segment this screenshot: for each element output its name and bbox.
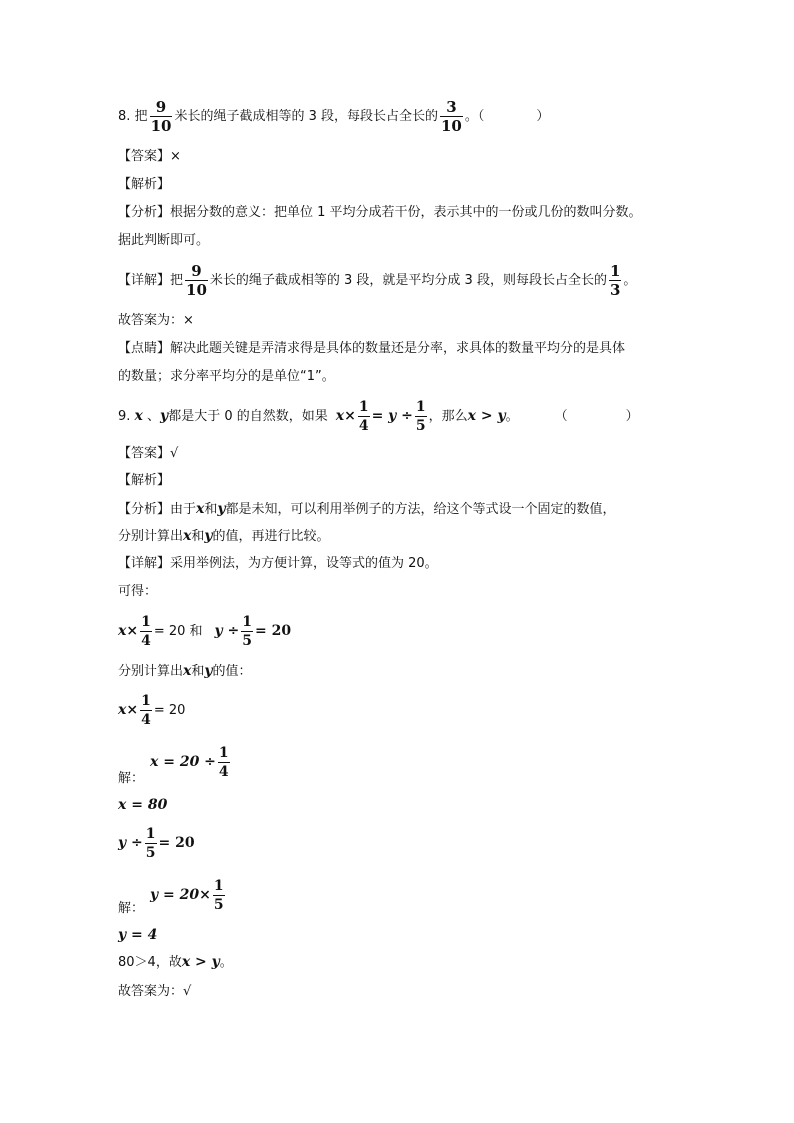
a9-equation-4: x = 80: [118, 797, 168, 813]
q9-cmp: x > y: [467, 408, 506, 424]
q9-fraction-1: [358, 398, 370, 435]
e1-fraction: [140, 613, 152, 650]
a9-equation-6: [150, 877, 227, 914]
a9-answer: 【答案】√: [118, 446, 179, 461]
e5-f-den: 5: [145, 845, 156, 861]
q9-text2: ，那么: [428, 409, 468, 424]
e6-f-num: 1: [213, 878, 224, 894]
e6-fraction: [213, 877, 225, 914]
question-8: [118, 98, 549, 135]
a9-xiangjie: 【详解】采用举例法，为方便计算，设等式的值为 20。: [118, 556, 438, 571]
q8-f2-num: 3: [446, 98, 457, 116]
e2-fraction: [140, 692, 152, 729]
a8-f2-den: 3: [609, 281, 621, 299]
fenbie-he: 和: [191, 664, 205, 679]
e5-y: y ÷: [118, 835, 143, 851]
a8-guda: 故答案为：×: [118, 313, 194, 328]
a9-equation-7: y = 4: [118, 927, 158, 943]
q9-f1-den: 4: [358, 418, 369, 434]
cmp-post: 。: [219, 955, 233, 970]
e2-f-den: 4: [141, 712, 151, 728]
q8-paren-close: ）: [536, 109, 550, 124]
cmp-pre: 80＞4，故: [118, 955, 182, 970]
a8-fraction-2: [609, 262, 621, 299]
q8-f1-den: 10: [150, 117, 172, 135]
e1-f2-den: 5: [242, 633, 253, 649]
e2-eq: = 20: [153, 703, 186, 718]
q9-y: y: [160, 408, 169, 424]
q9-paren: （: [554, 409, 568, 424]
a9-fenbie: [118, 662, 252, 681]
e6-f-den: 5: [213, 897, 224, 913]
e1-f-num: 1: [141, 614, 151, 630]
a9-compare: [118, 953, 233, 972]
a9-fenxi-2-post: 的值，再进行比较。: [212, 529, 330, 544]
a9-jie-1: 解：: [118, 771, 145, 786]
e5-fraction: [145, 825, 157, 862]
a9-fenxi-2: [118, 527, 330, 546]
a9-fenxi-2-y: y: [204, 528, 213, 544]
fenbie-x: x: [183, 663, 192, 679]
a8-dianjing-2: 的数量；求分率平均分的是单位“1”。: [118, 369, 335, 384]
a9-equation-2: [118, 692, 185, 729]
cmp-expr: x > y: [181, 954, 220, 970]
e1-y: y ÷: [214, 623, 240, 639]
a9-equation-3: [150, 744, 232, 781]
fenbie-post: 的值：: [212, 664, 252, 679]
question-9: [118, 398, 639, 435]
e2-f-num: 1: [141, 693, 151, 709]
e3-f-num: 1: [218, 745, 229, 761]
e3: x = 20 ÷: [150, 754, 216, 770]
a8-xiangjie-post: 。: [623, 273, 637, 288]
a8-fenxi-1: 【分析】根据分数的意义：把单位 1 平均分成若干份，表示其中的一份或几份的数叫分数。: [118, 205, 642, 220]
a8-xiangjie-pre: 【详解】把: [118, 273, 184, 288]
fenbie-pre: 分别计算出: [118, 664, 184, 679]
q9-f2-den: 5: [415, 418, 426, 434]
q9-sep: 、: [142, 409, 161, 424]
e5-eq: = 20: [158, 835, 195, 851]
a9-fenxi-1-pre: 【分析】由于: [118, 502, 197, 517]
a9-x: x: [196, 501, 205, 517]
q9-f1-num: 1: [358, 399, 369, 415]
a9-jiexi: 【解析】: [118, 473, 171, 488]
e1-x: x×: [118, 623, 139, 639]
e5-f-num: 1: [145, 826, 156, 842]
a9-fenxi-1-post: 都是未知，可以利用举例子的方法，给这个等式设一个固定的数值，: [225, 502, 616, 517]
q9-x: x: [134, 408, 143, 424]
e1-eq: = 20 和: [153, 624, 203, 639]
q9-number: 9.: [118, 409, 135, 424]
e2-x: x×: [118, 702, 139, 718]
q9-text1: 都是大于 0 的自然数，如果: [168, 409, 328, 424]
a8-dianjing-1: 【点睛】解决此题关键是弄清求得是具体的数量还是分率，求具体的数量平均分的是具体: [118, 341, 626, 356]
a9-he: 和: [204, 502, 218, 517]
a8-f2-num: 1: [609, 262, 621, 280]
e1-fraction-2: [241, 613, 253, 650]
a8-f1-num: 9: [191, 262, 202, 280]
e1-f2-num: 1: [242, 614, 253, 630]
a8-xiangjie-mid: 米长的绳子截成相等的 3 段，就是平均分成 3 段，则每段长占全长的: [209, 273, 607, 288]
q8-fraction-2: [440, 98, 463, 135]
e3-f-den: 4: [218, 764, 229, 780]
q8-post: 。（: [464, 109, 485, 124]
a9-fenxi-2-x: x: [183, 528, 192, 544]
a9-equation-5: [118, 825, 195, 862]
a9-kede: 可得：: [118, 584, 158, 599]
fenbie-y: y: [204, 663, 213, 679]
a8-fenxi-2: 据此判断即可。: [118, 233, 210, 248]
q8-pre: 把: [134, 109, 148, 124]
a9-fenxi-2-pre: 分别计算出: [118, 529, 184, 544]
a9-guda: 故答案为：√: [118, 984, 192, 999]
a8-xiangjie: [118, 262, 636, 299]
e1-f-den: 4: [141, 633, 151, 649]
a9-fenxi-2-he: 和: [191, 529, 205, 544]
a9-fenxi-1: [118, 500, 616, 519]
a8-f1-den: 10: [186, 281, 207, 299]
e6: y = 20×: [150, 887, 211, 903]
e3-fraction: [218, 744, 230, 781]
q9-fraction-2: [415, 398, 427, 435]
q8-mid: 米长的绳子截成相等的 3 段，每段长占全长的: [174, 109, 438, 124]
e1-eq2: = 20: [255, 623, 292, 639]
a9-y: y: [217, 501, 226, 517]
q8-number: 8.: [118, 109, 135, 124]
q9-eq-mid: = y ÷: [371, 408, 413, 424]
a8-fraction-1: [185, 262, 208, 299]
a8-jiexi: 【解析】: [118, 177, 171, 192]
q9-paren-close: ）: [625, 409, 639, 424]
q9-eq-x: x×: [335, 408, 356, 424]
a9-equation-1: [118, 613, 291, 650]
q8-f1-num: 9: [155, 98, 167, 116]
q9-f2-num: 1: [415, 399, 426, 415]
a9-jie-2: 解：: [118, 901, 145, 916]
a8-answer: 【答案】×: [118, 149, 181, 164]
q8-fraction-1: [150, 98, 173, 135]
q9-text3: 。: [505, 409, 519, 424]
q8-f2-den: 10: [440, 117, 462, 135]
